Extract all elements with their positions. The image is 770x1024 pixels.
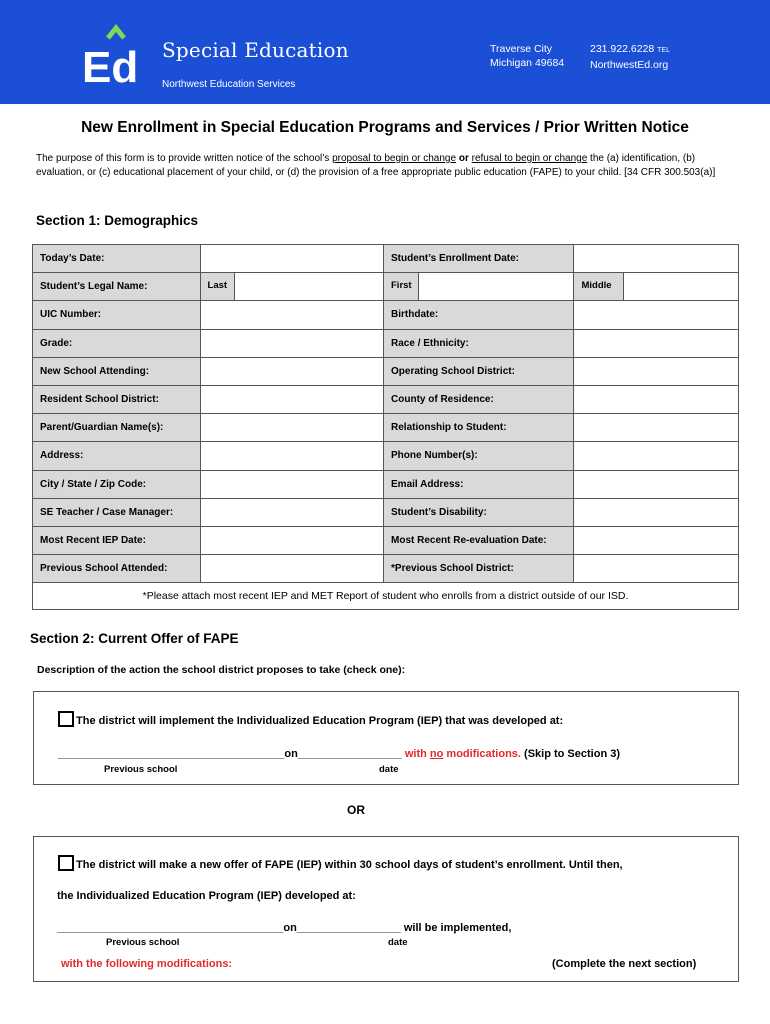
option2-implemented: will be implemented, <box>400 922 512 934</box>
table-row <box>33 245 738 273</box>
label-relationship: Relationship to Student: <box>384 414 574 441</box>
label-address: Address: <box>33 442 201 469</box>
letterhead <box>0 0 770 104</box>
demographics-table <box>32 244 739 610</box>
label-new-school: New School Attending: <box>33 358 201 385</box>
section2-heading: Section 2: Current Offer of FAPE <box>30 631 239 646</box>
state-zip: Michigan 49684 <box>490 57 565 69</box>
option2-previous-school-caption: Previous school <box>106 937 180 948</box>
option1-date-caption: date <box>379 764 399 775</box>
label-email: Email Address: <box>384 471 574 498</box>
form-title: New Enrollment in Special Education Programs and Services / Prior Written Notice <box>81 119 689 136</box>
label-iep-date: Most Recent IEP Date: <box>33 527 201 554</box>
table-row <box>33 442 738 470</box>
label-todays-date: Today’s Date: <box>33 245 201 272</box>
label-grade: Grade: <box>33 330 201 357</box>
option2-date-caption: date <box>388 937 408 948</box>
table-row <box>33 358 738 386</box>
field-birthdate[interactable] <box>574 301 738 328</box>
field-guardian-name[interactable] <box>201 414 384 441</box>
field-enrollment-date[interactable] <box>574 245 738 272</box>
table-row <box>33 527 738 555</box>
label-case-manager: SE Teacher / Case Manager: <box>33 499 201 526</box>
field-resident-district[interactable] <box>201 386 384 413</box>
city: Traverse City <box>490 43 553 55</box>
label-previous-district: *Previous School District: <box>384 555 574 582</box>
field-case-manager[interactable] <box>201 499 384 526</box>
label-disability: Student’s Disability: <box>384 499 574 526</box>
field-todays-date[interactable] <box>201 245 384 272</box>
brand-name: Special Education <box>162 38 349 62</box>
table-row <box>33 555 738 583</box>
field-email[interactable] <box>574 471 738 498</box>
option1-box <box>33 691 739 785</box>
field-middle-name[interactable] <box>624 273 738 300</box>
field-iep-date[interactable] <box>201 527 384 554</box>
label-operating-district: Operating School District: <box>384 358 574 385</box>
intro-part1: The purpose of this form is to provide written notice of the school’s <box>36 153 333 164</box>
table-row <box>33 330 738 358</box>
label-birthdate: Birthdate: <box>384 301 574 328</box>
field-county[interactable] <box>574 386 738 413</box>
field-previous-school[interactable] <box>201 555 384 582</box>
or-separator: OR <box>347 803 365 817</box>
phone-number: 231.922.6228 <box>590 43 655 55</box>
field-operating-district[interactable] <box>574 358 738 385</box>
phone-suffix: TEL <box>657 47 670 54</box>
label-county: County of Residence: <box>384 386 574 413</box>
label-first: First <box>384 273 419 300</box>
field-grade[interactable] <box>201 330 384 357</box>
intro-link2: refusal to begin or change <box>471 153 588 164</box>
option2-text2: the Individualized Education Program (IEP) developed at: <box>57 890 356 902</box>
label-uic-number: UIC Number: <box>33 301 201 328</box>
field-first-name[interactable] <box>419 273 575 300</box>
option1-blank[interactable]: _____________________________________on_________________ <box>58 748 402 760</box>
option2-box <box>33 836 739 982</box>
field-city-state-zip[interactable] <box>201 471 384 498</box>
label-reevaluation-date: Most Recent Re-evaluation Date: <box>384 527 574 554</box>
table-row <box>33 471 738 499</box>
field-relationship[interactable] <box>574 414 738 441</box>
field-uic-number[interactable] <box>201 301 384 328</box>
option2-line <box>58 855 623 871</box>
table-row <box>33 301 738 329</box>
intro-or: or <box>456 153 472 164</box>
option1-with: with <box>401 748 430 760</box>
intro-part2: the (a) identification, (b) evaluation, or (c) educational placement of your child, or (d) the provision of a free appropriate public education (FAPE) to your child. [34 CFR 300.503(a)] <box>36 153 716 178</box>
option1-fill-line <box>58 748 620 760</box>
option2-checkbox[interactable] <box>58 855 74 871</box>
field-race-ethnicity[interactable] <box>574 330 738 357</box>
option1-text: The district will implement the Individualized Education Program (IEP) that was developed at: <box>76 715 564 727</box>
org-name: Northwest Education Services <box>162 79 296 90</box>
label-guardian-name: Parent/Guardian Name(s): <box>33 414 201 441</box>
field-reevaluation-date[interactable] <box>574 527 738 554</box>
table-row <box>33 273 738 301</box>
field-phone[interactable] <box>574 442 738 469</box>
option1-modifications: modifications. <box>443 748 521 760</box>
label-previous-school: Previous School Attended: <box>33 555 201 582</box>
field-last-name[interactable] <box>235 273 384 300</box>
field-new-school[interactable] <box>201 358 384 385</box>
table-row <box>33 414 738 442</box>
intro-paragraph <box>36 152 736 179</box>
ed-logo-icon <box>82 24 162 84</box>
label-race-ethnicity: Race / Ethnicity: <box>384 330 574 357</box>
option1-skip: (Skip to Section 3) <box>520 748 620 760</box>
option1-checkbox[interactable] <box>58 711 74 727</box>
option2-modifications: with the following modifications: <box>61 958 233 970</box>
website: NorthwestEd.org <box>590 59 669 71</box>
label-legal-name: Student’s Legal Name: <box>33 273 201 300</box>
label-middle: Middle <box>574 273 624 300</box>
option2-text: The district will make a new offer of FAPE (IEP) within 30 school days of student’s enrollment. Until then, <box>76 859 623 871</box>
option2-blank[interactable]: _____________________________________on_________________ <box>57 922 401 934</box>
section2-description: Description of the action the school district proposes to take (check one): <box>37 664 406 676</box>
option1-line <box>58 711 563 727</box>
label-phone: Phone Number(s): <box>384 442 574 469</box>
option1-previous-school-caption: Previous school <box>104 764 178 775</box>
field-address[interactable] <box>201 442 384 469</box>
intro-link1: proposal to begin or change <box>332 153 457 164</box>
address-block <box>490 42 564 70</box>
option2-complete: (Complete the next section) <box>552 958 697 970</box>
label-city-state-zip: City / State / Zip Code: <box>33 471 201 498</box>
label-enrollment-date: Student’s Enrollment Date: <box>384 245 574 272</box>
field-previous-district[interactable] <box>574 555 738 582</box>
logo-text: Ed <box>82 43 139 84</box>
attachment-note: *Please attach most recent IEP and MET Report of student who enrolls from a district outside of our ISD. <box>142 590 629 603</box>
table-row <box>33 499 738 527</box>
option2-fill-line <box>57 922 511 934</box>
table-row <box>33 386 738 414</box>
label-last: Last <box>201 273 236 300</box>
ed-logo <box>82 24 162 84</box>
contact-block <box>590 42 670 72</box>
field-disability[interactable] <box>574 499 738 526</box>
label-resident-district: Resident School District: <box>33 386 201 413</box>
option1-no: no <box>429 748 444 760</box>
section1-heading: Section 1: Demographics <box>36 213 199 228</box>
